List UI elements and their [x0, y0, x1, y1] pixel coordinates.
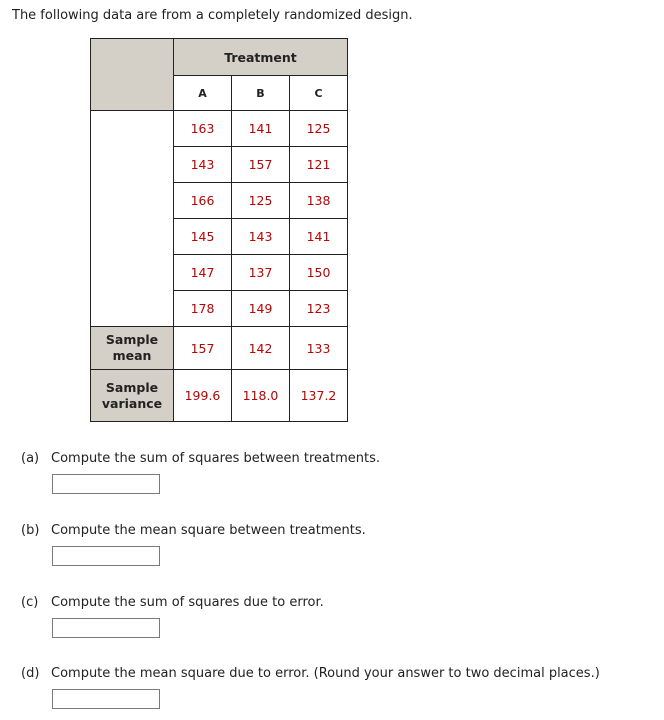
observation-cell: 166	[174, 183, 232, 219]
observation-cell: 150	[290, 255, 348, 291]
sample-mean-label	[91, 327, 174, 370]
question-d	[21, 666, 600, 681]
answer-input-d[interactable]	[52, 689, 160, 709]
question-c-tag: (c)	[21, 595, 39, 610]
column-header-a: A	[174, 76, 232, 111]
observation-cell: 137	[232, 255, 290, 291]
sample-variance-label-line-1: Sample	[105, 379, 159, 395]
sample-variance-row	[91, 370, 348, 422]
observation-cell: 145	[174, 219, 232, 255]
sample-variance-c: 137.2	[290, 370, 348, 422]
question-a	[21, 451, 380, 466]
observation-cell: 178	[174, 291, 232, 327]
intro-text: The following data are from a completely randomized design.	[12, 8, 413, 23]
sample-variance-label	[91, 370, 174, 422]
question-a-text: Compute the sum of squares between treatments.	[51, 451, 381, 466]
question-c-text: Compute the sum of squares due to error.	[51, 595, 324, 610]
sample-variance-b: 118.0	[232, 370, 290, 422]
data-table	[90, 38, 348, 422]
sample-mean-c: 133	[290, 327, 348, 370]
question-b	[21, 523, 366, 538]
observation-cell: 147	[174, 255, 232, 291]
sample-variance-a: 199.6	[174, 370, 232, 422]
answer-input-b[interactable]	[52, 546, 160, 566]
sample-mean-label-line-2: mean	[112, 348, 152, 363]
question-c	[21, 595, 324, 610]
sample-mean-b: 142	[232, 327, 290, 370]
observation-cell: 125	[232, 183, 290, 219]
answer-input-c[interactable]	[52, 618, 160, 638]
observation-cell: 141	[232, 111, 290, 147]
answer-input-a[interactable]	[52, 474, 160, 494]
sample-mean-row	[91, 327, 348, 370]
observation-cell: 123	[290, 291, 348, 327]
column-header-b: B	[232, 76, 290, 111]
observation-cell: 149	[232, 291, 290, 327]
table-row	[91, 111, 348, 147]
observation-cell: 121	[290, 147, 348, 183]
corner-cell	[91, 39, 174, 111]
observation-cell: 157	[232, 147, 290, 183]
column-header-c: C	[290, 76, 348, 111]
question-a-tag: (a)	[21, 451, 40, 466]
sample-mean-a: 157	[174, 327, 232, 370]
observation-label-cell	[91, 111, 174, 327]
observation-cell: 141	[290, 219, 348, 255]
observation-cell: 138	[290, 183, 348, 219]
treatment-header: Treatment	[174, 39, 348, 76]
question-b-tag: (b)	[21, 523, 40, 538]
sample-mean-label-line-1: Sample	[105, 332, 159, 347]
observation-cell: 163	[174, 111, 232, 147]
observation-cell: 125	[290, 111, 348, 147]
sample-variance-label-line-2: variance	[101, 395, 163, 411]
observation-cell: 143	[232, 219, 290, 255]
observation-cell: 143	[174, 147, 232, 183]
question-b-text: Compute the mean square between treatments.	[51, 523, 366, 538]
question-d-tag: (d)	[21, 666, 40, 681]
question-d-text: Compute the mean square due to error. (Round your answer to two decimal places.)	[51, 666, 600, 681]
